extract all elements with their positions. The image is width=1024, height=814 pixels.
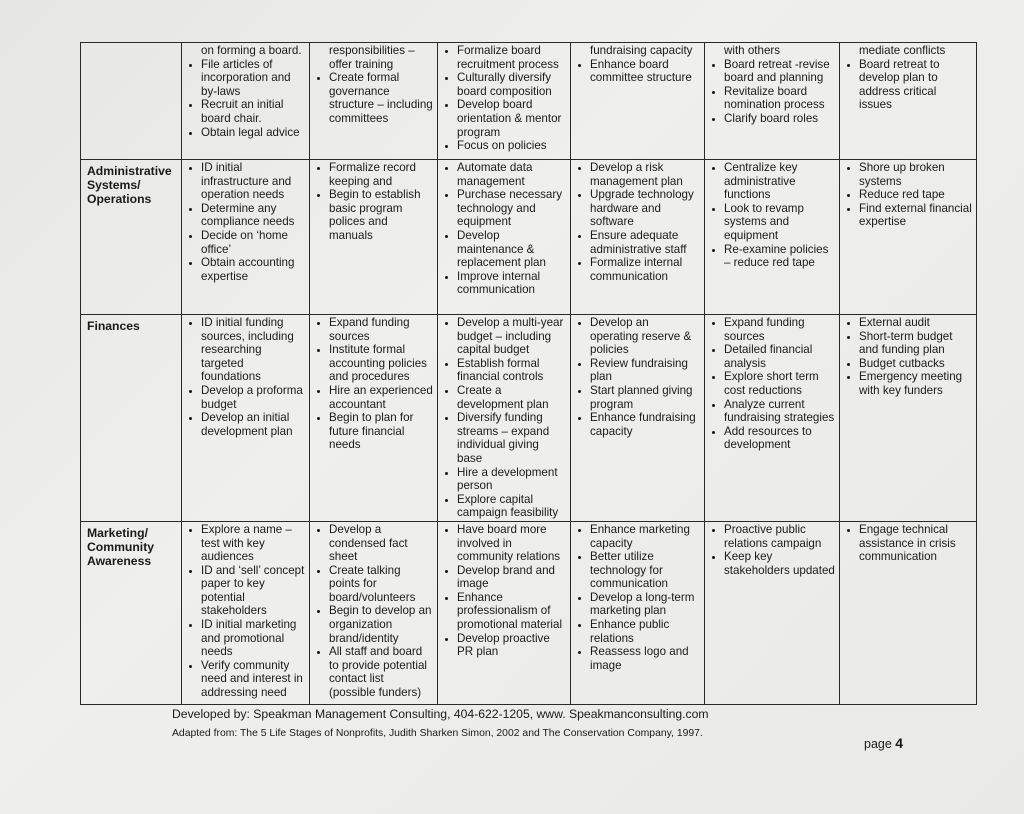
bullet-list: [316, 523, 433, 700]
row-header: Administrative Systems/ Operations: [81, 160, 182, 315]
list-item: • Ensure adequate administrative staff: [590, 229, 700, 256]
list-item: • External audit: [859, 316, 972, 330]
list-item: • Decide on ‘home office’: [201, 229, 305, 256]
table-cell: [840, 315, 977, 522]
bullet-list: [444, 161, 566, 297]
list-item: • Board retreat -revise board and planning: [724, 58, 835, 85]
bullet-list: [188, 161, 305, 283]
list-item: • Budget cutbacks: [859, 357, 972, 371]
list-item: • File articles of incorporation and by-laws: [201, 58, 305, 99]
list-item: • Diversify funding streams – expand individual giving base: [457, 411, 566, 465]
list-item: • Develop proactive PR plan: [457, 632, 566, 659]
list-item: • Establish formal financial controls: [457, 357, 566, 384]
page-number: [864, 735, 903, 751]
list-item: • Automate data management: [457, 161, 566, 188]
table-cell: [840, 521, 977, 704]
table-cell: [438, 160, 571, 315]
table-cell: [705, 521, 840, 704]
list-item: • Board retreat to develop plan to address critical issues: [859, 58, 972, 112]
page-number-value: 4: [895, 735, 904, 751]
list-item: • Obtain accounting expertise: [201, 256, 305, 283]
bullet-list: [444, 44, 566, 153]
table-cell: [438, 315, 571, 522]
table-row: [81, 43, 977, 160]
bullet-list: [577, 316, 700, 438]
bullet-list: [711, 316, 835, 452]
continued-text: with others: [724, 44, 781, 57]
row-header: [81, 43, 182, 160]
list-item: • Keep key stakeholders updated: [724, 550, 835, 577]
list-item: • Centralize key administrative functions: [724, 161, 835, 202]
bullet-list: [846, 316, 972, 398]
bullet-list: [846, 58, 972, 112]
table-cell: [310, 160, 438, 315]
row-header: Finances: [81, 315, 182, 522]
bullet-list: [188, 58, 305, 140]
bullet-list: [316, 316, 433, 452]
table-row: [81, 160, 977, 315]
table-cell: [840, 160, 977, 315]
list-item: • Explore short term cost reductions: [724, 370, 835, 397]
bullet-list: [577, 161, 700, 283]
list-item: • ID initial infrastructure and operation needs: [201, 161, 305, 202]
table-cell: [182, 160, 310, 315]
list-item: • Culturally diversify board composition: [457, 71, 566, 98]
table-cell: [571, 160, 705, 315]
list-item: • Obtain legal advice: [201, 126, 305, 140]
table-cell: [571, 521, 705, 704]
continued-text: mediate conflicts: [859, 44, 946, 57]
list-item: • Begin to establish basic program polices and manuals: [329, 188, 433, 242]
list-item: • Better utilize technology for communication: [590, 550, 700, 591]
list-item: • Develop a condensed fact sheet: [329, 523, 433, 564]
list-item: • Develop an operating reserve & policies: [590, 316, 700, 357]
bullet-list: [316, 161, 433, 243]
bullet-list: [846, 523, 972, 564]
list-item: • Proactive public relations campaign: [724, 523, 835, 550]
life-stages-table: [80, 42, 977, 705]
list-item: • Develop a proforma budget: [201, 384, 305, 411]
list-item: • Emergency meeting with key funders: [859, 370, 972, 397]
page-label: page: [864, 737, 892, 751]
continued-text: on forming a board.: [201, 44, 302, 57]
list-item: • Develop an initial development plan: [201, 411, 305, 438]
bullet-list: [711, 161, 835, 270]
table-cell: [310, 521, 438, 704]
list-item: • Hire an experienced accountant: [329, 384, 433, 411]
table-cell: [182, 521, 310, 704]
list-item: • Enhance professionalism of promotional material: [457, 591, 566, 632]
table-cell: [705, 43, 840, 160]
list-item: • Look to revamp systems and equipment: [724, 202, 835, 243]
bullet-list: [846, 161, 972, 229]
list-item: • Reassess logo and image: [590, 645, 700, 672]
list-item: • ID and ‘sell’ concept paper to key potential stakeholders: [201, 564, 305, 618]
list-item: • Enhance public relations: [590, 618, 700, 645]
list-item: • Begin to plan for future financial needs: [329, 411, 433, 452]
table-cell: [840, 43, 977, 160]
list-item: • Develop board orientation & mentor program: [457, 98, 566, 139]
table-cell: [705, 315, 840, 522]
list-item: • Explore a name – test with key audiences: [201, 523, 305, 564]
table-row: [81, 315, 977, 522]
table-cell: [182, 315, 310, 522]
bullet-list: [577, 523, 700, 673]
list-item: • Review fundraising plan: [590, 357, 700, 384]
bullet-list: [188, 316, 305, 438]
list-item: • Find external financial expertise: [859, 202, 972, 229]
list-item: • ID initial funding sources, including researching targeted foundations: [201, 316, 305, 384]
list-item: • Enhance fundraising capacity: [590, 411, 700, 438]
table-cell: [310, 43, 438, 160]
list-item: • Analyze current fundraising strategies: [724, 398, 835, 425]
list-item: • Enhance marketing capacity: [590, 523, 700, 550]
list-item: • Detailed financial analysis: [724, 343, 835, 370]
list-item: • Institute formal accounting policies and procedures: [329, 343, 433, 384]
bullet-list: [316, 71, 433, 125]
table-cell: [438, 521, 571, 704]
list-item: • Recruit an initial board chair.: [201, 98, 305, 125]
bullet-list: [711, 58, 835, 126]
list-item: • Create talking points for board/volunteers: [329, 564, 433, 605]
list-item: • Improve internal communication: [457, 270, 566, 297]
list-item: • Expand funding sources: [329, 316, 433, 343]
bullet-list: [711, 523, 835, 577]
list-item: • Engage technical assistance in crisis communication: [859, 523, 972, 564]
list-item: • Clarify board roles: [724, 112, 835, 126]
table-cell: [571, 43, 705, 160]
list-item: • Develop maintenance & replacement plan: [457, 229, 566, 270]
table-cell: [182, 43, 310, 160]
list-item: • Revitalize board nomination process: [724, 85, 835, 112]
list-item: • Re-examine policies – reduce red tape: [724, 243, 835, 270]
list-item: • Create a development plan: [457, 384, 566, 411]
table-cell: [438, 43, 571, 160]
table-cell: [310, 315, 438, 522]
table-row: [81, 521, 977, 704]
developed-by-credit: Developed by: Speakman Management Consulting, 404-622-1205, www. Speakmanconsulting.com: [172, 707, 709, 721]
list-item: • Reduce red tape: [859, 188, 972, 202]
bullet-list: [444, 316, 566, 520]
continued-text: fundraising capacity: [590, 44, 693, 57]
list-item: • Formalize record keeping and: [329, 161, 433, 188]
list-item: • Formalize internal communication: [590, 256, 700, 283]
list-item: • Formalize board recruitment process: [457, 44, 566, 71]
list-item: • Expand funding sources: [724, 316, 835, 343]
table-cell: [705, 160, 840, 315]
adapted-from-credit: Adapted from: The 5 Life Stages of Nonprofits, Judith Sharken Simon, 2002 and The Conservation Company, 1997.: [172, 728, 703, 739]
list-item: • Short-term budget and funding plan: [859, 330, 972, 357]
list-item: • Develop brand and image: [457, 564, 566, 591]
list-item: • Develop a risk management plan: [590, 161, 700, 188]
bullet-list: [444, 523, 566, 659]
bullet-list: [577, 58, 700, 85]
list-item: • Have board more involved in community relations: [457, 523, 566, 564]
list-item: • Develop a long-term marketing plan: [590, 591, 700, 618]
list-item: • Explore capital campaign feasibility: [457, 493, 566, 520]
list-item: • Verify community need and interest in addressing need: [201, 659, 305, 700]
continued-text: responsibilities – offer training: [329, 44, 415, 71]
list-item: • Develop a multi-year budget – including capital budget: [457, 316, 566, 357]
table-cell: [571, 315, 705, 522]
list-item: • All staff and board to provide potential contact list (possible funders): [329, 645, 433, 699]
list-item: • Begin to develop an organization brand/identity: [329, 604, 433, 645]
list-item: • Hire a development person: [457, 466, 566, 493]
list-item: • Create formal governance structure – including committees: [329, 71, 433, 125]
list-item: • ID initial marketing and promotional needs: [201, 618, 305, 659]
list-item: • Purchase necessary technology and equipment: [457, 188, 566, 229]
bullet-list: [188, 523, 305, 700]
list-item: • Enhance board committee structure: [590, 58, 700, 85]
list-item: • Shore up broken systems: [859, 161, 972, 188]
list-item: • Upgrade technology hardware and software: [590, 188, 700, 229]
list-item: • Focus on policies: [457, 139, 566, 153]
list-item: • Determine any compliance needs: [201, 202, 305, 229]
list-item: • Add resources to development: [724, 425, 835, 452]
list-item: • Start planned giving program: [590, 384, 700, 411]
row-header: Marketing/ Community Awareness: [81, 521, 182, 704]
